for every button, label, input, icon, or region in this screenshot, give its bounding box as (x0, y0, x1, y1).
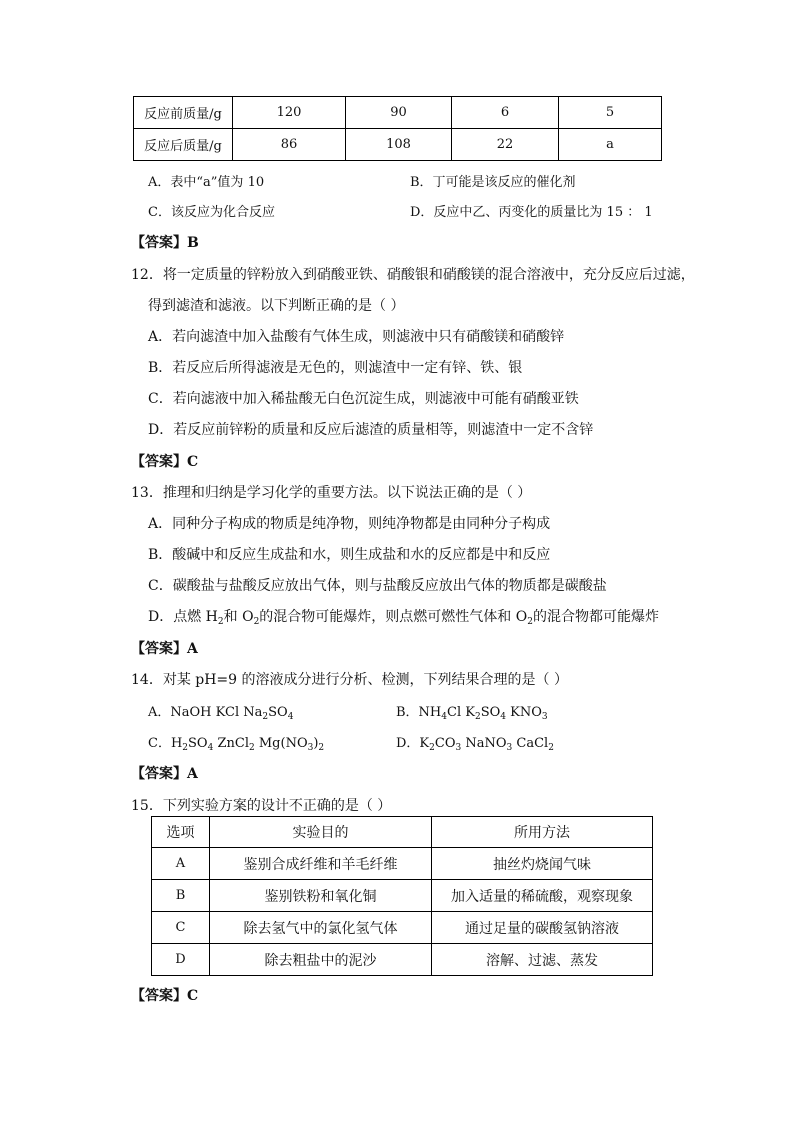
q12-stem-line2: 得到滤渣和滤液。以下判断正确的是（ ） (148, 298, 405, 314)
q11-option-d: D．反应中乙、丙变化的质量比为 15 ： 1 (410, 205, 653, 220)
header-purpose: 实验目的 (210, 817, 432, 848)
q11-option-b: B．丁可能是该反应的催化剂 (410, 175, 576, 190)
table-cell: 除去氢气中的氯化氢气体 (210, 912, 432, 944)
q13-answer: 【答案】A (131, 641, 198, 657)
table-cell: 5 (559, 97, 662, 129)
table-cell: 86 (233, 129, 346, 161)
table-row (134, 97, 662, 129)
experiment-table (151, 816, 653, 976)
q13-stem: 13．推理和归纳是学习化学的重要方法。以下说法正确的是（ ） (131, 485, 532, 501)
q13-option-c: C．碳酸盐与盐酸反应放出气体，则与盐酸反应放出气体的物质都是碳酸盐 (148, 578, 607, 594)
q14-option-a: A．NaOH KCl $Na_2SO_4$ (148, 705, 294, 722)
table-cell: 除去粗盐中的泥沙 (210, 944, 432, 976)
q12-option-c: C．若向滤液中加入稀盐酸无白色沉淀生成，则滤液中可能有硝酸亚铁 (148, 391, 579, 407)
q11-answer: 【答案】B (131, 235, 199, 251)
table-cell: 加入适量的稀硫酸，观察现象 (432, 880, 653, 912)
table-cell: 通过足量的碳酸氢钠溶液 (432, 912, 653, 944)
q14-option-c: C．$H_2SO_4$ ZnCl$_2$ $Mg(NO_3)_2$ (148, 736, 325, 753)
q12-option-a: A．若向滤渣中加入盐酸有气体生成，则滤液中只有硝酸镁和硝酸锌 (148, 329, 565, 345)
q15-stem: 15．下列实验方案的设计不正确的是（ ） (131, 798, 392, 814)
table-cell: 溶解、过滤、蒸发 (432, 944, 653, 976)
row-label: 反应后质量/g (134, 129, 233, 161)
table-cell: 鉴别铁粉和氧化铜 (210, 880, 432, 912)
table-cell: D (152, 944, 210, 976)
table-cell: 120 (233, 97, 346, 129)
header-option: 选项 (152, 817, 210, 848)
q12-option-d: D．若反应前锌粉的质量和反应后滤渣的质量相等，则滤渣中一定不含锌 (148, 422, 594, 438)
table-cell: 108 (346, 129, 452, 161)
table-row (152, 944, 653, 976)
q13-option-d: D．点燃 $H_2$和 $O_2$的混合物可能爆炸，则点燃可燃性气体和 $O_2$的混合物都可能爆炸 (148, 609, 659, 627)
q14-stem: 14．对某 pH=9 的溶液成分进行分析、检测，下列结果合理的是（ ） (131, 672, 568, 688)
header-method: 所用方法 (432, 817, 653, 848)
q11-option-c: C．该反应为化合反应 (148, 205, 275, 220)
table-header-row (152, 817, 653, 848)
q14-option-d: D．$K_2CO_3$ NaNO$_3$ CaCl$_2$ (396, 736, 554, 753)
table-row (152, 848, 653, 880)
q12-answer: 【答案】C (131, 454, 199, 470)
table-cell: 鉴别合成纤维和羊毛纤维 (210, 848, 432, 880)
q13-option-b: B．酸碱中和反应生成盐和水，则生成盐和水的反应都是中和反应 (148, 547, 551, 563)
table-cell: 90 (346, 97, 452, 129)
table-row (152, 880, 653, 912)
row-label: 反应前质量/g (134, 97, 233, 129)
q13-option-a: A．同种分子构成的物质是纯净物，则纯净物都是由同种分子构成 (148, 516, 551, 532)
table-cell: A (152, 848, 210, 880)
q14-answer: 【答案】A (131, 766, 198, 782)
q12-stem-line1: 12．将一定质量的锌粉放入到硝酸亚铁、硝酸银和硝酸镁的混合溶液中，充分反应后过滤， (131, 267, 695, 283)
table-cell: C (152, 912, 210, 944)
table-row (152, 912, 653, 944)
mass-table (133, 96, 662, 161)
q14-option-b: B．$NH_4Cl$ $K_2SO_4$ $KNO_3$ (396, 705, 548, 722)
table-cell: 抽丝灼烧闻气味 (432, 848, 653, 880)
table-row (134, 129, 662, 161)
q12-option-b: B．若反应后所得滤液是无色的，则滤渣中一定有锌、铁、银 (148, 360, 523, 376)
table-cell: 22 (452, 129, 559, 161)
table-cell: a (559, 129, 662, 161)
q11-option-a: A．表中“a”值为 10 (148, 175, 265, 190)
table-cell: B (152, 880, 210, 912)
table-cell: 6 (452, 97, 559, 129)
q15-answer: 【答案】C (131, 988, 199, 1004)
